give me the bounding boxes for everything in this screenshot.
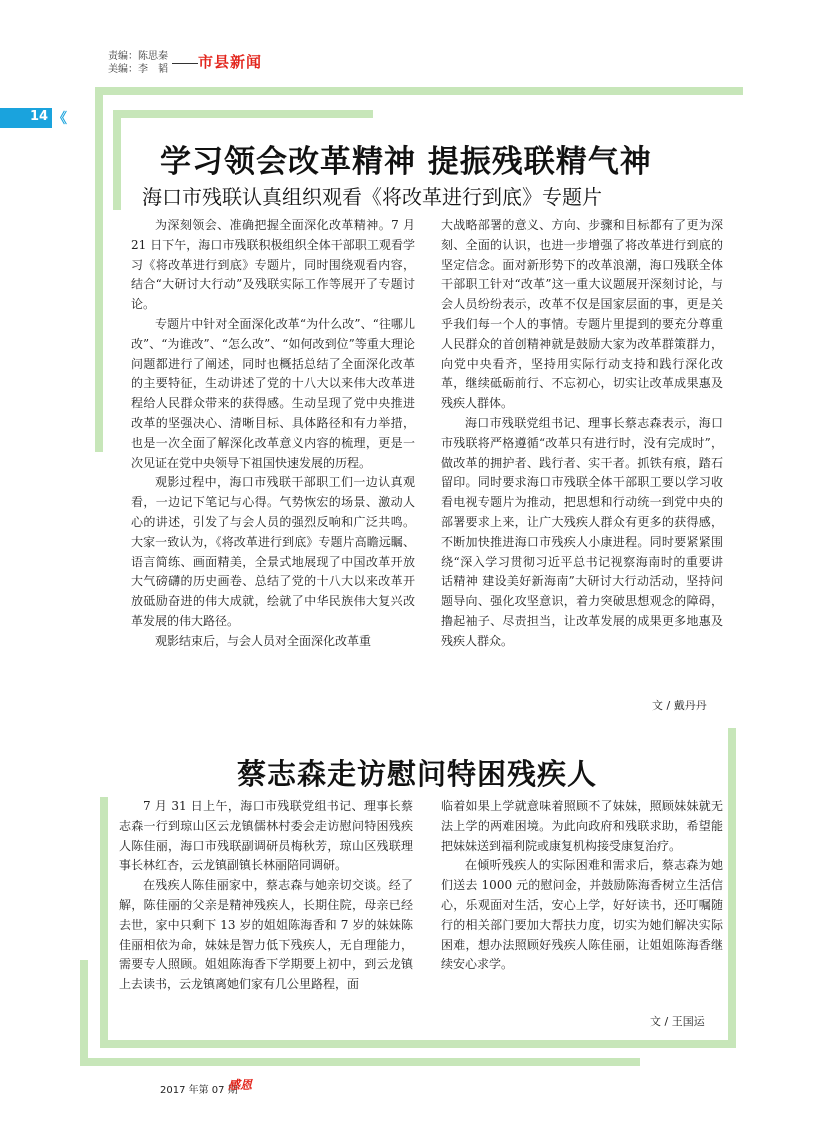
article2-paragraph: 临着如果上学就意味着照顾不了妹妹，照顾妹妹就无法上学的两难困境。为此向政府和残联求助，希望能把妹妹送到福利院或康复机构接受康复治疗。 bbox=[441, 799, 723, 853]
page-arrow-icon: 《 bbox=[53, 111, 67, 127]
editor-credits bbox=[108, 50, 168, 76]
article1-subtitle: 海口市残联认真组织观看《将改革进行到底》专题片 bbox=[142, 185, 602, 209]
page-number: 14 bbox=[30, 109, 49, 124]
magazine-logo: 感恩 bbox=[228, 1078, 253, 1092]
article2-paragraph: 在残疾人陈佳丽家中，蔡志森与她亲切交谈。经了解，陈佳丽的父亲是精神残疾人，长期住院，母亲已经去世，家中只剩下 13 岁的姐姐陈海香和 7 岁的妹妹陈佳丽相依为命，妹妹是智力低下残疾人，无自理能力，需要专人照顾。姐姐陈海香下学期要上初中，到云龙镇上去读书，云龙镇离她们家有几公里路程，面 bbox=[119, 878, 413, 992]
article1-paragraph: 海口市残联党组书记、理事长蔡志森表示，海口市残联将严格遵循“改革只有进行时，没有完成时”，做改革的拥护者、践行者、实干者。抓铁有痕，踏石留印。同时要求海口市残联全体干部职工要以学习收看电视专题片为推动，把思想和行动统一到党中央的部署要求上来，让广大残疾人群众有更多的获得感，不断加快推进海口市残疾人小康进程。同时要紧紧围绕“深入学习贯彻习近平总书记视察海南时的重要讲话精神 建设美好新海南”大研讨大行动活动，坚持问题导向、强化攻坚意识，着力突破思想观念的障碍，撸起袖子、尽责担当，让改革发展的成果更多地惠及残疾人群众。 bbox=[441, 415, 723, 648]
frame-bar-left-outer bbox=[95, 87, 103, 452]
article1-paragraph: 专题片中针对全面深化改革“为什么改”、“往哪儿改”、“为谁改”、“怎么改”、“如何改到位”等重大理论问题都进行了阐述，同时也概括总结了全面深化改革的主要特征，生动讲述了党的十八大以来伟大改革进程给人民群众带来的获得感。生动呈现了党中央推进改革的坚强决心、清晰目标、具体路径和有力举措，也是一次全面了解深化改革意义内容的梳理，更是一次见证在党中央领导下祖国快速发展的历程。 bbox=[131, 316, 415, 470]
art-editor-line: 美编：李 韬 bbox=[108, 64, 168, 75]
frame-bar-bottom-inner bbox=[80, 1058, 640, 1066]
article1-title: 学习领会改革精神 提振残联精气神 bbox=[160, 144, 652, 180]
article1-paragraph: 观影过程中，海口市残联干部职工们一边认真观看，一边记下笔记与心得。气势恢宏的场景、激动人心的讲述，引发了与会人员的强烈反响和广泛共鸣。大家一致认为，《将改革进行到底》专题片高瞻远瞩、语言简练、画面精美，全景式地展现了中国改革开放大气磅礴的历史画卷、总结了党的十八大以来改革开放砥励奋进的伟大成就，绘就了中华民族伟大复兴改革发展的伟大路径。 bbox=[131, 475, 415, 628]
article2-byline: 文 / 王国运 bbox=[650, 1015, 705, 1028]
section-dash bbox=[172, 63, 198, 64]
article1-byline: 文 / 戴丹丹 bbox=[652, 699, 707, 712]
frame-bar-left-inner bbox=[113, 110, 121, 210]
frame-bar-right-top bbox=[728, 728, 736, 1048]
section-title: 市县新闻 bbox=[198, 53, 263, 71]
article2-title: 蔡志森走访慰问特困残疾人 bbox=[237, 757, 598, 791]
issue-label: 2017 年第 07 期 bbox=[160, 1085, 238, 1096]
article1-column-right bbox=[441, 216, 723, 652]
article2-column-right bbox=[441, 797, 723, 975]
article1-paragraph: 为深刻领会、准确把握全面深化改革精神。7 月 21 日下午，海口市残联积极组织全体干部职工观看学习《将改革进行到底》专题片，同时围绕观看内容，结合“大研讨大行动”及残联实际工作等展开了专题讨论。 bbox=[131, 218, 415, 312]
frame-bar-left-lower bbox=[100, 797, 108, 1048]
frame-bar-top-outer bbox=[95, 87, 743, 95]
frame-bar-left-inner-lower bbox=[80, 960, 88, 1066]
frame-bar-bottom bbox=[100, 1040, 736, 1048]
article1-paragraph: 大战略部署的意义、方向、步骤和目标都有了更为深刻、全面的认识，也进一步增强了将改革进行到底的坚定信念。面对新形势下的改革浪潮，海口残联全体干部职工针对“改革”这一重大议题展开深刻讨论，与会人员纷纷表示，改革不仅是国家层面的事，更是关乎我们每一个人的事情。专题片里提到的要充分尊重人民群众的首创精神就是鼓励大家为改革群策群力，向党中央看齐，坚持用实际行动支持和践行深化改革，继续砥砺前行、不忘初心，切实让改革成果惠及残疾人群体。 bbox=[441, 218, 723, 411]
article2-paragraph: 7 月 31 日上午，海口市残联党组书记、理事长蔡志森一行到琼山区云龙镇儒林村委会走访慰问特困残疾人陈佳丽，海口市残联副调研员梅秋芳，琼山区残联理事长林红杏，云龙镇副镇长林丽陪同调研。 bbox=[119, 799, 413, 873]
article1-column-left bbox=[131, 216, 415, 652]
frame-bar-top-inner bbox=[113, 110, 373, 118]
article2-column-left bbox=[119, 797, 413, 995]
editor-line: 责编：陈思秦 bbox=[108, 51, 168, 62]
article1-paragraph: 观影结束后，与会人员对全面深化改革重 bbox=[155, 633, 372, 648]
article2-paragraph: 在倾听残疾人的实际困难和需求后，蔡志森为她们送去 1000 元的慰问金，并鼓励陈海香树立生活信心，乐观面对生活，安心上学，好好读书，还叮嘱随行的相关部门要加大帮扶力度，切实为她们解决实际困难，想办法照顾好残疾人陈佳丽，让姐姐陈海香继续安心求学。 bbox=[441, 858, 723, 972]
